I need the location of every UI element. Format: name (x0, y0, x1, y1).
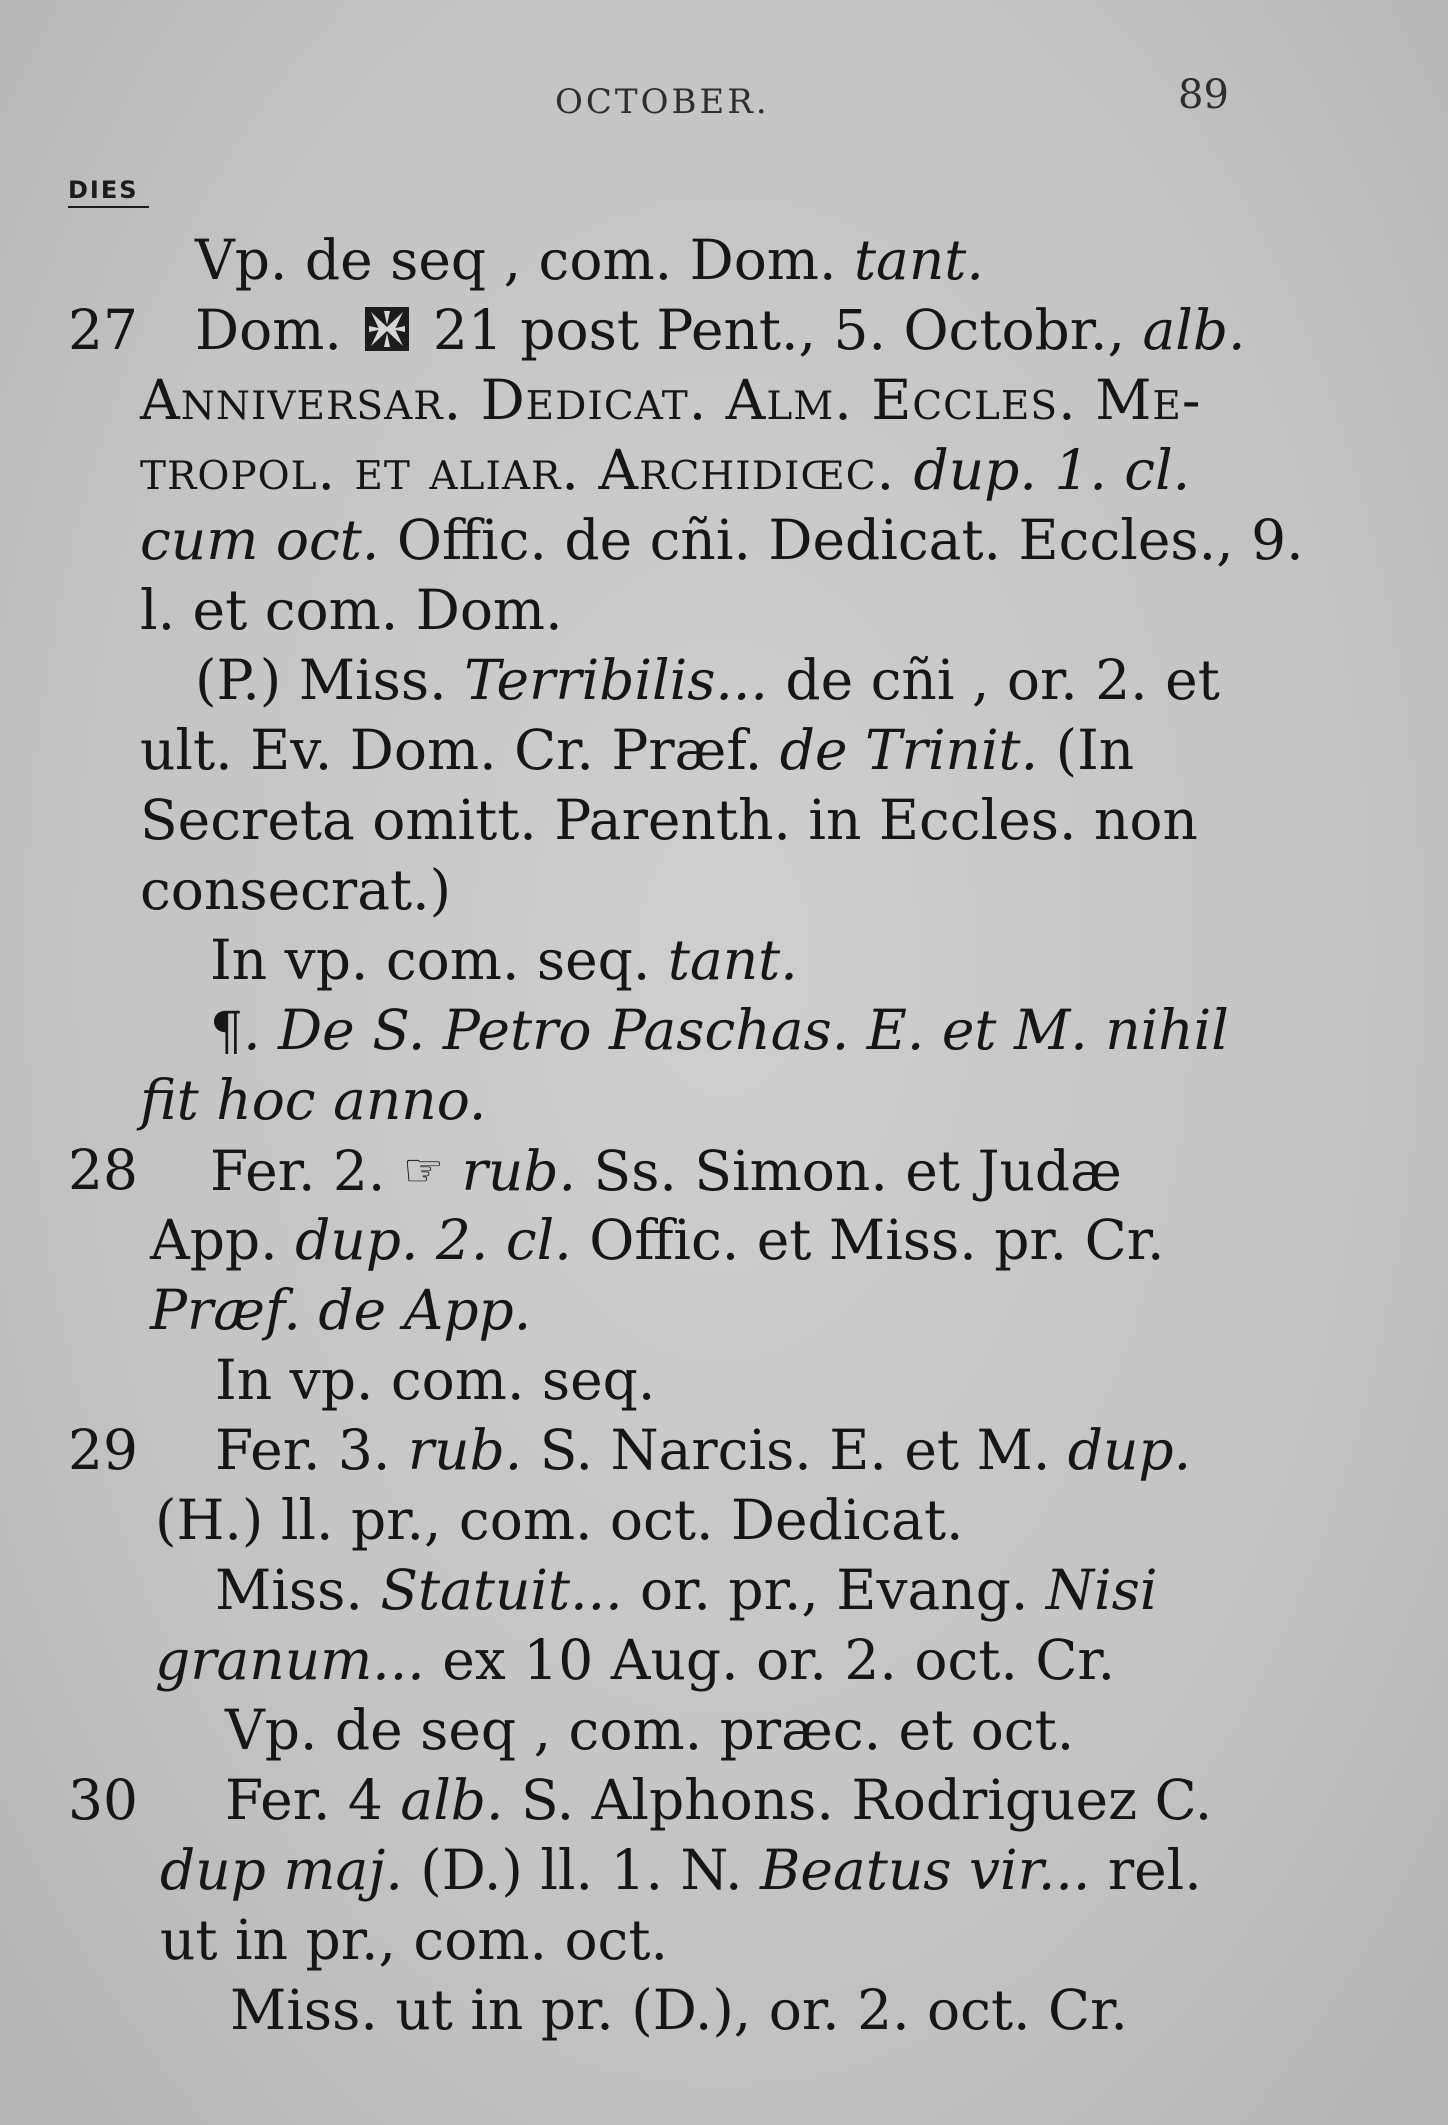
text-run: Dom. (195, 298, 360, 362)
text-line (0, 995, 1448, 1065)
text-run: 21 post Pent., 5. Octobr., (415, 298, 1143, 362)
day-number: 28 (68, 1138, 138, 1202)
text-run: ult. Ev. Dom. Cr. Præf. (140, 718, 780, 782)
text-run: Miss. (215, 1558, 381, 1622)
text-line (0, 435, 1448, 505)
text-run: Beatus vir... (760, 1838, 1091, 1902)
text-line (0, 1555, 1448, 1625)
text-line (0, 1205, 1448, 1275)
text-line (0, 1345, 1448, 1415)
text-line (0, 645, 1448, 715)
text-run: tant. (853, 228, 984, 292)
text-run: rub. (407, 1418, 523, 1482)
text-run: or. pr., Evang. (622, 1558, 1046, 1622)
line-text (225, 1765, 1212, 1835)
running-head: OCTOBER. (555, 82, 770, 122)
text-run: . De S. Petro Paschas. E. et M. nihil (243, 998, 1229, 1062)
line-text (215, 1345, 655, 1415)
line-text (140, 1065, 486, 1135)
text-run: Secreta omitt. Parenth. in Eccles. non (140, 788, 1198, 852)
page-number: 89 (1178, 72, 1229, 118)
text-run: alb. (400, 1768, 504, 1832)
text-run: Miss. ut in pr. (D.), or. 2. oct. Cr. (230, 1978, 1128, 2042)
text-run: ex 10 Aug. or. 2. oct. Cr. (424, 1628, 1116, 1692)
text-line (0, 1835, 1448, 1905)
text-run: Vp. de seq , com. præc. et oct. (225, 1698, 1075, 1762)
text-line (0, 1905, 1448, 1975)
text-run: (D.) ll. 1. N. (402, 1838, 760, 1902)
line-text (140, 785, 1198, 855)
text-line (0, 1065, 1448, 1135)
text-run: de Trinit. (779, 718, 1039, 782)
calendar-text (0, 225, 1448, 2045)
line-text (140, 575, 563, 645)
text-line (0, 925, 1448, 995)
text-line (0, 715, 1448, 785)
text-line (0, 785, 1448, 855)
text-run: tant. (667, 928, 798, 992)
line-text (160, 1905, 668, 1975)
line-text (140, 365, 1201, 435)
text-line (0, 225, 1448, 295)
line-text (140, 505, 1304, 575)
text-line (0, 1485, 1448, 1555)
text-run: (In (1038, 718, 1135, 782)
text-line (0, 1625, 1448, 1695)
text-run: tropol. et aliar. Archidiœc. (140, 438, 914, 502)
column-label: DIES (68, 176, 149, 208)
line-text (195, 225, 984, 295)
line-text (230, 1975, 1128, 2045)
text-run (444, 1139, 461, 1203)
text-run: Ss. Simon. et Judæ (576, 1139, 1122, 1203)
line-text (140, 855, 451, 925)
text-line (0, 1275, 1448, 1345)
line-text (225, 1695, 1074, 1765)
text-run: granum... (155, 1628, 425, 1692)
text-run: App. (150, 1208, 296, 1272)
text-run: l. et com. Dom. (140, 578, 563, 642)
day-number: 30 (68, 1768, 138, 1832)
text-run: Præf. de App. (150, 1278, 532, 1342)
text-run: Anniversar. Dedicat. Alm. Eccles. Me- (140, 368, 1202, 432)
text-run: (H.) ll. pr., com. oct. Dedicat. (155, 1488, 964, 1552)
text-run: fit hoc anno. (140, 1068, 487, 1132)
text-run: Fer. 2. (210, 1139, 403, 1203)
text-run: S. Narcis. E. et M. (522, 1418, 1068, 1482)
text-run: In vp. com. seq. (215, 1348, 656, 1412)
text-line (0, 1695, 1448, 1765)
text-run: Fer. 4 (225, 1768, 401, 1832)
line-text (150, 1205, 1164, 1275)
text-run: Statuit... (380, 1558, 623, 1622)
text-run: alb. (1142, 298, 1246, 362)
line-text (210, 925, 798, 995)
line-text (195, 295, 1246, 365)
line-text (140, 435, 1190, 505)
text-run: de cñi , or. 2. et (767, 648, 1220, 712)
line-text (155, 1485, 964, 1555)
text-run: Terribilis... (464, 648, 768, 712)
text-run: (P.) Miss. (195, 648, 465, 712)
line-text (215, 1415, 1191, 1485)
text-line (0, 1975, 1448, 2045)
text-run: cum oct. (140, 508, 380, 572)
line-text (210, 995, 1229, 1067)
day-entry-line (0, 1135, 1448, 1205)
text-run: consecrat.) (140, 858, 452, 922)
text-run: rel. (1090, 1838, 1202, 1902)
day-entry-line (0, 1765, 1448, 1835)
maltese-cross-icon (365, 307, 409, 351)
text-line (0, 365, 1448, 435)
day-entry-line (0, 1415, 1448, 1485)
line-text (155, 1625, 1115, 1695)
day-number: 27 (68, 298, 138, 362)
day-number: 29 (68, 1418, 138, 1482)
text-run: Offic. de cñi. Dedicat. Eccles., 9. (379, 508, 1304, 572)
text-run: dup. 2. cl. (295, 1208, 572, 1272)
paragraph-mark-icon: ¶ (210, 1002, 244, 1062)
text-line (0, 575, 1448, 645)
line-text (215, 1555, 1157, 1625)
line-text (210, 1135, 1122, 1206)
text-run: Vp. de seq , com. Dom. (195, 228, 854, 292)
text-line (0, 505, 1448, 575)
line-text (150, 1275, 531, 1345)
line-text (140, 715, 1134, 785)
text-run: S. Alphons. Rodriguez C. (503, 1768, 1213, 1832)
day-entry-line (0, 295, 1448, 365)
text-run: Nisi (1045, 1558, 1158, 1622)
text-run: In vp. com. seq. (210, 928, 668, 992)
text-run: dup. 1. cl. (913, 438, 1191, 502)
text-run: rub. (461, 1139, 577, 1203)
text-run: Offic. et Miss. pr. Cr. (571, 1208, 1165, 1272)
pointing-hand-icon: ☞ (402, 1143, 445, 1197)
text-run: dup. (1067, 1418, 1192, 1482)
text-run: Fer. 3. (215, 1418, 408, 1482)
text-line (0, 855, 1448, 925)
line-text (160, 1835, 1202, 1905)
line-text (195, 645, 1220, 715)
text-run: dup maj. (160, 1838, 403, 1902)
text-run: ut in pr., com. oct. (160, 1908, 668, 1972)
